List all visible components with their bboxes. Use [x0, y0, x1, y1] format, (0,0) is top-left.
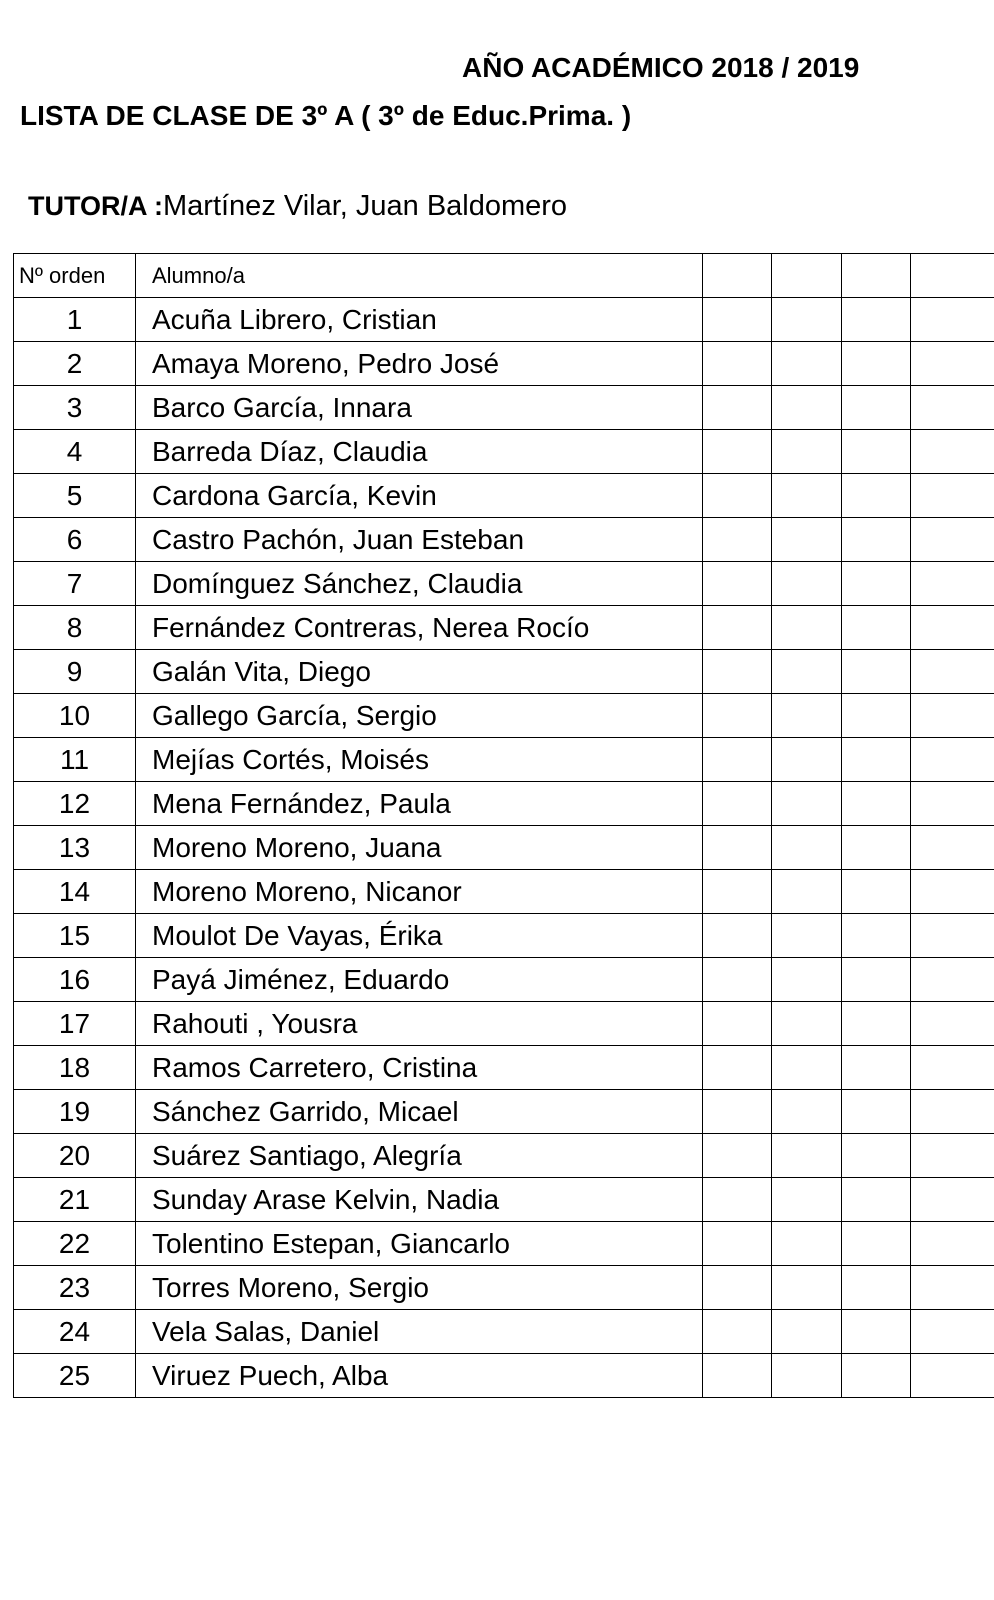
blank-grade-cell — [842, 1002, 911, 1046]
column-header-order: Nº orden — [14, 254, 136, 298]
blank-grade-cell — [842, 518, 911, 562]
blank-grade-cell — [842, 1090, 911, 1134]
blank-grade-cell — [772, 298, 842, 342]
blank-grade-cell — [842, 474, 911, 518]
blank-grade-cell — [842, 870, 911, 914]
order-number-cell: 18 — [14, 1046, 136, 1090]
blank-grade-cell — [911, 606, 994, 650]
order-number-cell: 16 — [14, 958, 136, 1002]
blank-grade-cell — [703, 298, 772, 342]
blank-grade-cell — [772, 1002, 842, 1046]
blank-grade-cell — [911, 342, 994, 386]
academic-year-title: AÑO ACADÉMICO 2018 / 2019 — [462, 52, 860, 83]
blank-grade-cell — [703, 1002, 772, 1046]
blank-grade-cell — [772, 386, 842, 430]
order-number-cell: 3 — [14, 386, 136, 430]
tutor-line — [28, 190, 567, 223]
order-number-cell: 21 — [14, 1178, 136, 1222]
blank-grade-cell — [842, 694, 911, 738]
student-name-cell: Mejías Cortés, Moisés — [136, 738, 703, 782]
table-row — [14, 914, 994, 958]
blank-grade-cell — [842, 1046, 911, 1090]
blank-grade-cell — [911, 1222, 994, 1266]
blank-grade-cell — [911, 782, 994, 826]
student-name-cell: Ramos Carretero, Cristina — [136, 1046, 703, 1090]
table-row — [14, 826, 994, 870]
blank-grade-cell — [703, 606, 772, 650]
blank-grade-cell — [772, 430, 842, 474]
table-row — [14, 1222, 994, 1266]
blank-grade-cell — [703, 738, 772, 782]
blank-grade-cell — [911, 1354, 994, 1398]
student-name-cell: Barco García, Innara — [136, 386, 703, 430]
blank-grade-cell — [703, 782, 772, 826]
order-number-cell: 25 — [14, 1354, 136, 1398]
order-number-cell: 1 — [14, 298, 136, 342]
blank-grade-cell — [772, 1046, 842, 1090]
table-row — [14, 1178, 994, 1222]
blank-grade-cell — [842, 1222, 911, 1266]
blank-grade-cell — [703, 1310, 772, 1354]
blank-grade-cell — [703, 650, 772, 694]
blank-grade-cell — [842, 386, 911, 430]
blank-grade-cell — [842, 826, 911, 870]
order-number-cell: 12 — [14, 782, 136, 826]
table-row — [14, 738, 994, 782]
table-row — [14, 474, 994, 518]
blank-grade-cell — [703, 1354, 772, 1398]
blank-grade-cell — [772, 518, 842, 562]
blank-grade-cell — [911, 958, 994, 1002]
blank-grade-cell — [911, 1134, 994, 1178]
blank-grade-cell — [911, 650, 994, 694]
blank-grade-cell — [842, 1266, 911, 1310]
blank-grade-cell — [772, 870, 842, 914]
blank-grade-cell — [772, 562, 842, 606]
blank-grade-cell — [703, 1222, 772, 1266]
blank-grade-cell — [703, 1178, 772, 1222]
tutor-name: Martínez Vilar, Juan Baldomero — [163, 190, 568, 222]
blank-grade-cell — [703, 914, 772, 958]
order-number-cell: 5 — [14, 474, 136, 518]
order-number-cell: 19 — [14, 1090, 136, 1134]
student-name-cell: Suárez Santiago, Alegría — [136, 1134, 703, 1178]
student-name-cell: Amaya Moreno, Pedro José — [136, 342, 703, 386]
table-row — [14, 1266, 994, 1310]
blank-grade-cell — [842, 650, 911, 694]
student-name-cell: Moreno Moreno, Nicanor — [136, 870, 703, 914]
student-name-cell: Payá Jiménez, Eduardo — [136, 958, 703, 1002]
student-name-cell: Vela Salas, Daniel — [136, 1310, 703, 1354]
table-row — [14, 1090, 994, 1134]
student-name-cell: Mena Fernández, Paula — [136, 782, 703, 826]
blank-grade-cell — [911, 1046, 994, 1090]
tutor-label: TUTOR/A : — [28, 191, 163, 221]
blank-grade-cell — [772, 694, 842, 738]
column-header-student: Alumno/a — [136, 254, 703, 298]
blank-grade-cell — [772, 1178, 842, 1222]
student-name-cell: Cardona García, Kevin — [136, 474, 703, 518]
blank-grade-cell — [911, 1178, 994, 1222]
table-row — [14, 1354, 994, 1398]
blank-grade-cell — [703, 430, 772, 474]
student-name-cell: Fernández Contreras, Nerea Rocío — [136, 606, 703, 650]
order-number-cell: 17 — [14, 1002, 136, 1046]
blank-grade-cell — [911, 1090, 994, 1134]
blank-grade-cell — [842, 1310, 911, 1354]
blank-grade-cell — [772, 738, 842, 782]
order-number-cell: 15 — [14, 914, 136, 958]
student-name-cell: Moulot De Vayas, Érika — [136, 914, 703, 958]
class-list-title: LISTA DE CLASE DE 3º A ( 3º de Educ.Prima. ) — [20, 100, 632, 131]
blank-grade-cell — [842, 958, 911, 1002]
blank-grade-cell — [703, 1046, 772, 1090]
table-row — [14, 430, 994, 474]
table-row — [14, 1134, 994, 1178]
student-name-cell: Viruez Puech, Alba — [136, 1354, 703, 1398]
blank-grade-cell — [911, 386, 994, 430]
blank-grade-cell — [911, 298, 994, 342]
blank-grade-cell — [772, 1090, 842, 1134]
blank-grade-cell — [772, 1222, 842, 1266]
blank-grade-cell — [842, 738, 911, 782]
blank-grade-cell — [911, 870, 994, 914]
blank-grade-cell — [911, 474, 994, 518]
student-name-cell: Sunday Arase Kelvin, Nadia — [136, 1178, 703, 1222]
blank-grade-cell — [772, 1310, 842, 1354]
table-row — [14, 298, 994, 342]
order-number-cell: 14 — [14, 870, 136, 914]
student-name-cell: Tolentino Estepan, Giancarlo — [136, 1222, 703, 1266]
student-name-cell: Sánchez Garrido, Micael — [136, 1090, 703, 1134]
order-number-cell: 24 — [14, 1310, 136, 1354]
table-row — [14, 562, 994, 606]
blank-grade-cell — [703, 694, 772, 738]
table-row — [14, 518, 994, 562]
student-name-cell: Domínguez Sánchez, Claudia — [136, 562, 703, 606]
order-number-cell: 7 — [14, 562, 136, 606]
table-row — [14, 1046, 994, 1090]
blank-grade-cell — [911, 1266, 994, 1310]
student-name-cell: Torres Moreno, Sergio — [136, 1266, 703, 1310]
order-number-cell: 4 — [14, 430, 136, 474]
table-header-row — [14, 254, 994, 298]
blank-grade-cell — [703, 870, 772, 914]
table-row — [14, 650, 994, 694]
table-row — [14, 870, 994, 914]
blank-grade-cell — [703, 826, 772, 870]
blank-grade-cell — [703, 958, 772, 1002]
blank-grade-cell — [703, 1134, 772, 1178]
class-roster-table — [13, 253, 994, 1398]
blank-grade-cell — [703, 562, 772, 606]
column-header-blank — [911, 254, 994, 298]
blank-grade-cell — [703, 1266, 772, 1310]
blank-grade-cell — [842, 914, 911, 958]
blank-grade-cell — [842, 562, 911, 606]
blank-grade-cell — [911, 694, 994, 738]
order-number-cell: 23 — [14, 1266, 136, 1310]
blank-grade-cell — [911, 562, 994, 606]
order-number-cell: 10 — [14, 694, 136, 738]
blank-grade-cell — [911, 1310, 994, 1354]
order-number-cell: 22 — [14, 1222, 136, 1266]
order-number-cell: 11 — [14, 738, 136, 782]
order-number-cell: 2 — [14, 342, 136, 386]
table-row — [14, 342, 994, 386]
table-row — [14, 782, 994, 826]
student-name-cell: Gallego García, Sergio — [136, 694, 703, 738]
blank-grade-cell — [842, 298, 911, 342]
student-name-cell: Barreda Díaz, Claudia — [136, 430, 703, 474]
blank-grade-cell — [772, 958, 842, 1002]
table-row — [14, 694, 994, 738]
table-row — [14, 958, 994, 1002]
order-number-cell: 13 — [14, 826, 136, 870]
blank-grade-cell — [703, 474, 772, 518]
blank-grade-cell — [842, 430, 911, 474]
column-header-blank — [842, 254, 911, 298]
table-row — [14, 386, 994, 430]
student-name-cell: Acuña Librero, Cristian — [136, 298, 703, 342]
blank-grade-cell — [911, 430, 994, 474]
blank-grade-cell — [842, 1178, 911, 1222]
column-header-blank — [772, 254, 842, 298]
student-name-cell: Moreno Moreno, Juana — [136, 826, 703, 870]
blank-grade-cell — [703, 342, 772, 386]
blank-grade-cell — [842, 606, 911, 650]
order-number-cell: 6 — [14, 518, 136, 562]
blank-grade-cell — [911, 738, 994, 782]
student-name-cell: Galán Vita, Diego — [136, 650, 703, 694]
blank-grade-cell — [772, 606, 842, 650]
blank-grade-cell — [772, 474, 842, 518]
blank-grade-cell — [772, 1354, 842, 1398]
blank-grade-cell — [703, 518, 772, 562]
blank-grade-cell — [772, 650, 842, 694]
blank-grade-cell — [911, 914, 994, 958]
blank-grade-cell — [772, 914, 842, 958]
blank-grade-cell — [911, 826, 994, 870]
table-row — [14, 1310, 994, 1354]
column-header-blank — [703, 254, 772, 298]
table-row — [14, 1002, 994, 1046]
order-number-cell: 8 — [14, 606, 136, 650]
blank-grade-cell — [703, 386, 772, 430]
table-row — [14, 606, 994, 650]
blank-grade-cell — [842, 782, 911, 826]
blank-grade-cell — [842, 1354, 911, 1398]
blank-grade-cell — [772, 782, 842, 826]
blank-grade-cell — [772, 1266, 842, 1310]
blank-grade-cell — [703, 1090, 772, 1134]
order-number-cell: 20 — [14, 1134, 136, 1178]
blank-grade-cell — [911, 1002, 994, 1046]
order-number-cell: 9 — [14, 650, 136, 694]
student-name-cell: Rahouti , Yousra — [136, 1002, 703, 1046]
blank-grade-cell — [772, 826, 842, 870]
blank-grade-cell — [842, 1134, 911, 1178]
blank-grade-cell — [911, 518, 994, 562]
blank-grade-cell — [772, 1134, 842, 1178]
blank-grade-cell — [842, 342, 911, 386]
student-name-cell: Castro Pachón, Juan Esteban — [136, 518, 703, 562]
blank-grade-cell — [772, 342, 842, 386]
